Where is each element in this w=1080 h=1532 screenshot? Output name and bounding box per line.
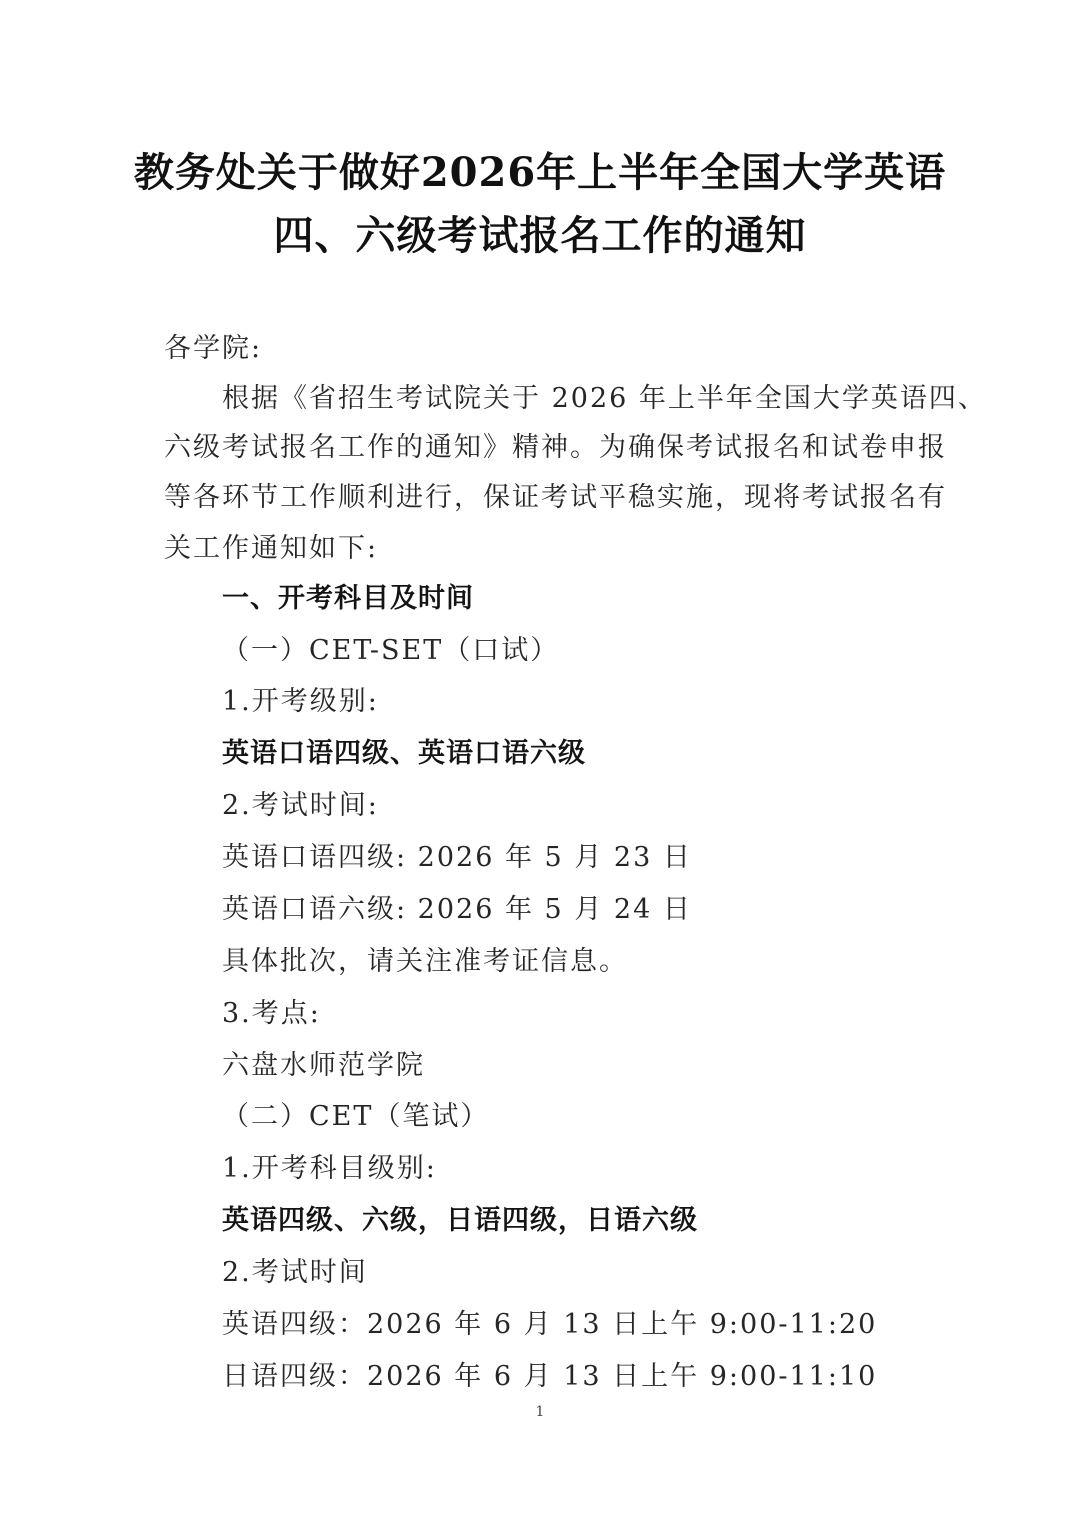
schedule-oral-cet4: 英语口语四级: 2026 年 5 月 23 日 [222,842,692,873]
salutation: 各学院: [164,333,263,364]
schedule-oral-cet6: 英语口语六级: 2026 年 5 月 24 日 [222,894,692,925]
part-1-item-2-label: 2.考试时间: [222,790,379,821]
part-1-item-3-value: 六盘水师范学院 [222,1050,425,1081]
document-title-line-1: 教务处关于做好2026年上半年全国大学英语 [133,149,947,196]
part-2-item-2-label: 2.考试时间 [222,1257,368,1288]
schedule-written-jlpt4: 日语四级：2026 年 6 月 13 日上午 9:00-11:10 [222,1361,878,1392]
part-2-item-1-label: 1.开考科目级别: [222,1153,437,1184]
intro-line-3: 等各环节工作顺利进行，保证考试平稳实施，现将考试报名有 [164,482,947,513]
part-2-heading: （二）CET（笔试） [222,1101,490,1132]
part-1-note: 具体批次，请关注准考证信息。 [222,946,628,977]
intro-line-4: 关工作通知如下: [164,533,379,564]
intro-line-2: 六级考试报名工作的通知》精神。为确保考试报名和试卷申报 [164,432,947,463]
document-title-line-2: 四、六级考试报名工作的通知 [273,212,807,259]
schedule-written-cet4: 英语四级：2026 年 6 月 13 日上午 9:00-11:20 [222,1309,878,1340]
part-1-item-3-label: 3.考点: [222,998,321,1029]
part-1-item-1-label: 1.开考级别: [222,686,379,717]
page-number: 1 [535,1404,545,1420]
part-2-item-1-value: 英语四级、六级，日语四级，日语六级 [222,1205,698,1236]
section-1-heading: 一、开考科目及时间 [222,583,474,614]
part-1-item-1-value: 英语口语四级、英语口语六级 [222,738,586,769]
intro-line-1: 根据《省招生考试院关于 2026 年上半年全国大学英语四、 [222,383,987,414]
part-1-heading: （一）CET-SET（口试） [222,635,560,666]
